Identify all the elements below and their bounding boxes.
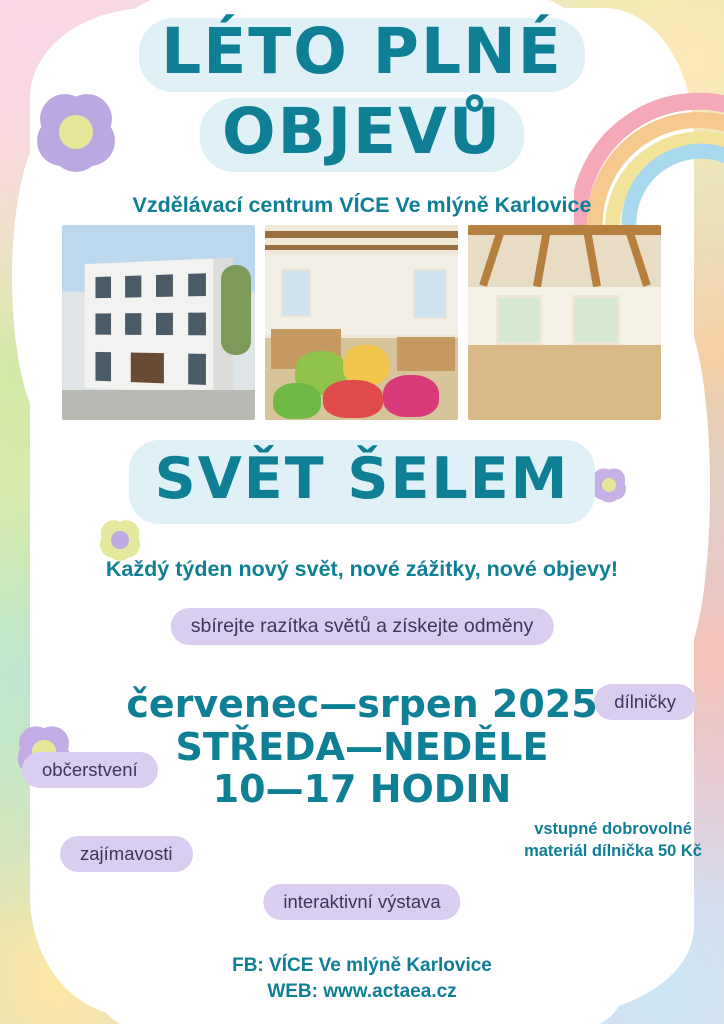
photo-interior-beanbags: [265, 225, 458, 420]
photo-attic-hall: [468, 225, 661, 420]
dates-hours: 10—17 HODIN: [212, 767, 512, 812]
price-line-2: materiál dílnička 50 Kč: [524, 842, 702, 861]
badge-exhibition: interaktivní výstava: [263, 884, 460, 920]
contact-web[interactable]: WEB: www.actaea.cz: [267, 981, 457, 1003]
price-line-1: vstupné dobrovolné: [534, 820, 692, 838]
badge-refreshments: občerstvení: [22, 752, 158, 788]
badge-interesting: zajímavosti: [60, 836, 193, 872]
tagline: Každý týden nový svět, nové zážitky, nové objevy!: [105, 557, 619, 581]
event-dates: [0, 683, 724, 811]
price-info: [524, 818, 702, 863]
dates-months: červenec—srpen 2025: [126, 682, 598, 726]
dates-days: STŘEDA—NEDĚLE: [175, 724, 549, 769]
photo-building-exterior: [62, 225, 255, 420]
page-title: [0, 15, 724, 172]
section-title-world: [0, 440, 724, 524]
big-title-text: SVĚT ŠELEM: [129, 440, 596, 524]
title-line-2: OBJEVŮ: [200, 98, 524, 172]
subtitle: Vzdělávací centrum VÍCE Ve mlýně Karlovice: [132, 193, 592, 217]
title-line-1: LÉTO PLNÉ: [139, 18, 585, 92]
contact-info: [0, 953, 724, 1006]
contact-facebook: FB: VÍCE Ve mlýně Karlovice: [232, 954, 492, 976]
badge-stamps: sbírejte razítka světů a získejte odměny: [171, 608, 554, 645]
photo-gallery: [62, 225, 662, 420]
badge-workshops: dílničky: [594, 684, 696, 720]
